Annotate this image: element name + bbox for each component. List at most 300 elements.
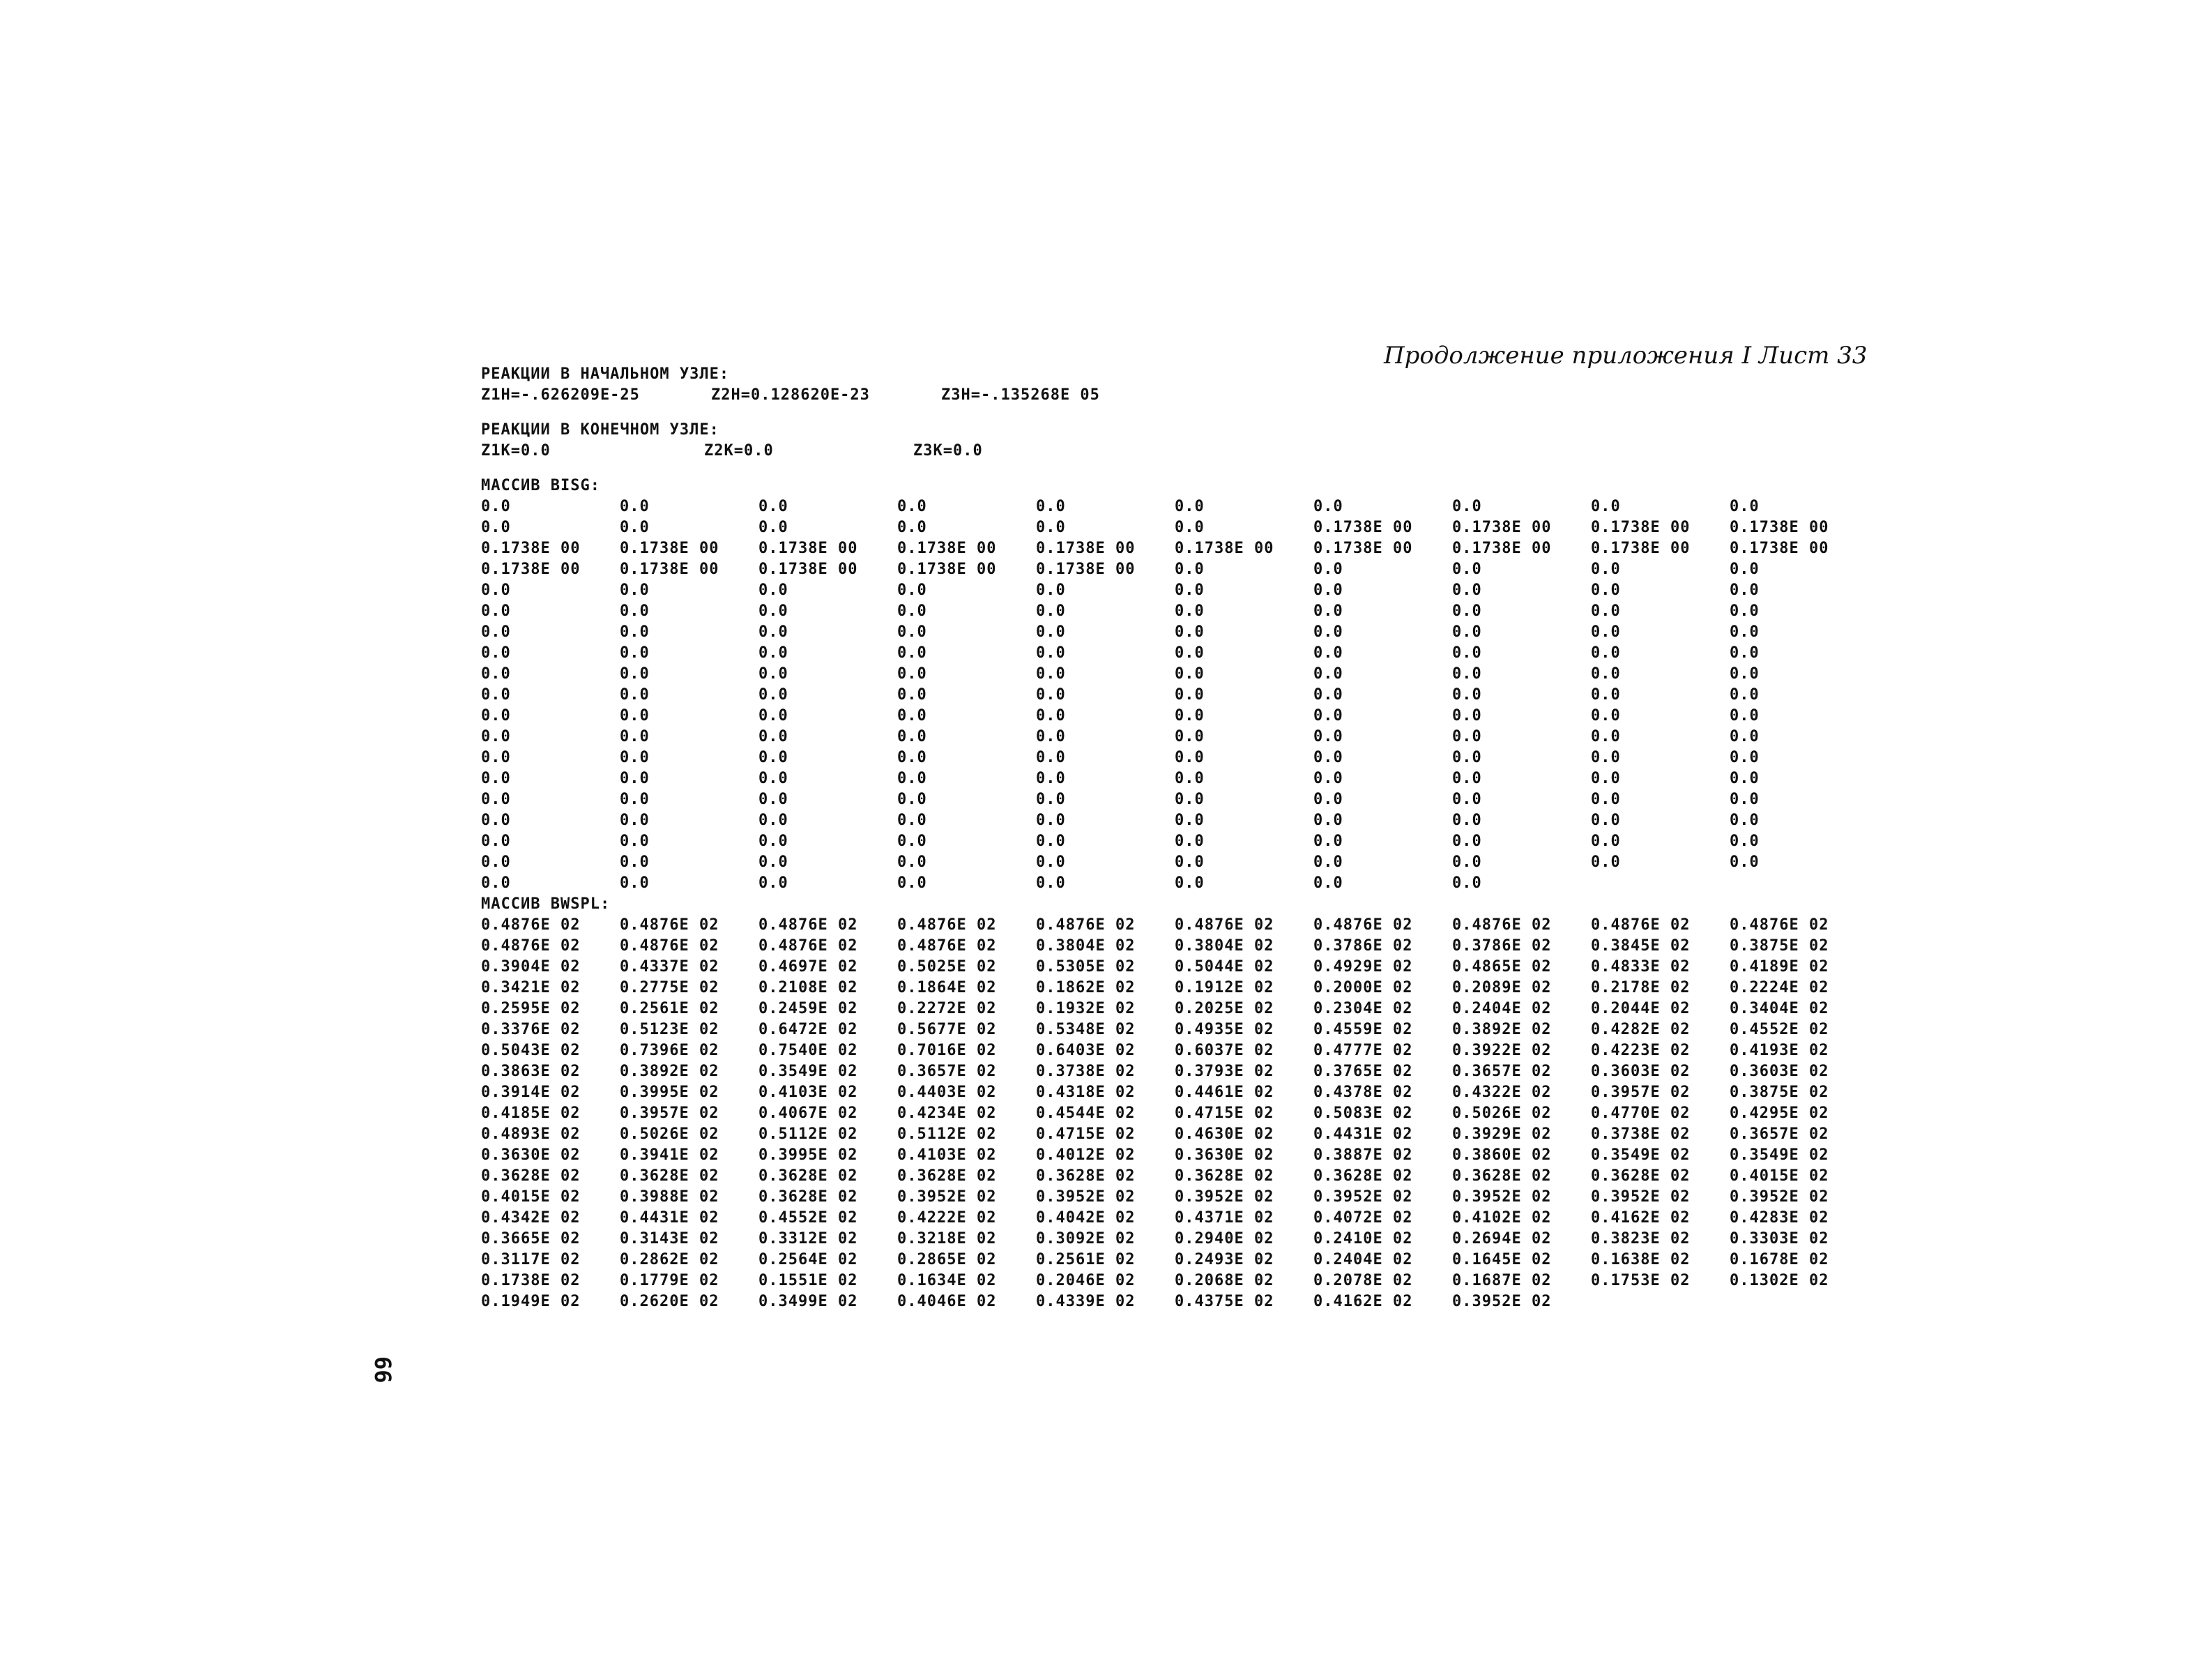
bisg-cell: 0.1738E 00 bbox=[620, 561, 719, 578]
bisg-cell: 0.0 bbox=[1730, 561, 1760, 578]
bisg-cell: 0.0 bbox=[481, 812, 511, 829]
bwspl-cell: 0.1753E 02 bbox=[1591, 1272, 1691, 1289]
reactions-start-values bbox=[481, 385, 1868, 406]
bisg-cell: 0.0 bbox=[1452, 602, 1482, 620]
bwspl-cell: 0.4876E 02 bbox=[620, 937, 719, 955]
bwspl-cell: 0.3887E 02 bbox=[1313, 1146, 1413, 1164]
bwspl-row bbox=[481, 978, 1868, 999]
reaction-z1k: Z1К=0.0 bbox=[481, 442, 551, 460]
bisg-cell: 0.0 bbox=[620, 623, 650, 641]
bisg-cell: 0.0 bbox=[758, 644, 788, 662]
bisg-cell: 0.0 bbox=[1313, 728, 1343, 745]
bisg-cell: 0.0 bbox=[1313, 791, 1343, 808]
bisg-cell: 0.0 bbox=[1730, 812, 1760, 829]
bwspl-cell: 0.3988E 02 bbox=[620, 1188, 719, 1206]
bisg-cell: 0.0 bbox=[1036, 749, 1066, 766]
bisg-cell: 0.0 bbox=[1591, 665, 1621, 683]
bwspl-cell: 0.2178E 02 bbox=[1591, 979, 1691, 996]
bwspl-cell: 0.4012E 02 bbox=[1036, 1146, 1136, 1164]
bwspl-cell: 0.4015E 02 bbox=[481, 1188, 581, 1206]
bisg-row bbox=[481, 517, 1868, 538]
bisg-cell: 0.0 bbox=[1313, 770, 1343, 787]
bwspl-cell: 0.3823E 02 bbox=[1591, 1230, 1691, 1248]
bisg-cell: 0.0 bbox=[897, 854, 927, 871]
bwspl-row bbox=[481, 1124, 1868, 1145]
bwspl-cell: 0.2410E 02 bbox=[1313, 1230, 1413, 1248]
bisg-cell: 0.0 bbox=[620, 749, 650, 766]
bwspl-cell: 0.2272E 02 bbox=[897, 1000, 997, 1017]
bisg-cell: 0.0 bbox=[1591, 770, 1621, 787]
bisg-cell: 0.0 bbox=[1175, 874, 1205, 892]
bisg-cell: 0.0 bbox=[1036, 644, 1066, 662]
bwspl-cell: 0.4067E 02 bbox=[758, 1105, 858, 1122]
bisg-cell: 0.0 bbox=[1452, 833, 1482, 850]
bwspl-cell: 0.2459E 02 bbox=[758, 1000, 858, 1017]
bwspl-cell: 0.3786E 02 bbox=[1452, 937, 1552, 955]
bwspl-cell: 0.3421E 02 bbox=[481, 979, 581, 996]
bwspl-cell: 0.2564E 02 bbox=[758, 1251, 858, 1268]
bisg-cell: 0.0 bbox=[1591, 833, 1621, 850]
bisg-cell: 0.0 bbox=[1730, 791, 1760, 808]
bwspl-cell: 0.2044E 02 bbox=[1591, 1000, 1691, 1017]
bisg-cell: 0.1738E 00 bbox=[758, 561, 858, 578]
bwspl-cell: 0.3892E 02 bbox=[1452, 1021, 1552, 1038]
bwspl-row bbox=[481, 1229, 1868, 1250]
bisg-cell: 0.0 bbox=[481, 854, 511, 871]
bwspl-cell: 0.3404E 02 bbox=[1730, 1000, 1829, 1017]
bwspl-cell: 0.3549E 02 bbox=[758, 1063, 858, 1080]
bwspl-cell: 0.4876E 02 bbox=[897, 916, 997, 934]
bwspl-cell: 0.4103E 02 bbox=[758, 1084, 858, 1101]
bisg-cell: 0.0 bbox=[1175, 561, 1205, 578]
bisg-row bbox=[481, 685, 1868, 706]
bwspl-cell: 0.4697E 02 bbox=[758, 958, 858, 976]
bisg-cell: 0.0 bbox=[1591, 561, 1621, 578]
bisg-cell: 0.0 bbox=[1730, 833, 1760, 850]
bwspl-row bbox=[481, 1145, 1868, 1166]
bwspl-cell: 0.3628E 02 bbox=[897, 1167, 997, 1185]
bisg-cell: 0.0 bbox=[1452, 644, 1482, 662]
bisg-cell: 0.0 bbox=[481, 707, 511, 725]
bisg-cell: 0.1738E 00 bbox=[481, 540, 581, 557]
bwspl-row bbox=[481, 1040, 1868, 1061]
reaction-z2n: Z2Н=0.128620E-23 bbox=[711, 386, 870, 404]
bwspl-cell: 0.2694E 02 bbox=[1452, 1230, 1552, 1248]
bisg-cell: 0.0 bbox=[620, 498, 650, 515]
bisg-cell: 0.0 bbox=[1591, 623, 1621, 641]
bwspl-cell: 0.3957E 02 bbox=[620, 1105, 719, 1122]
bwspl-cell: 0.3628E 02 bbox=[758, 1188, 858, 1206]
bisg-cell: 0.0 bbox=[1591, 644, 1621, 662]
bwspl-cell: 0.2078E 02 bbox=[1313, 1272, 1413, 1289]
bisg-cell: 0.0 bbox=[758, 582, 788, 599]
bwspl-cell: 0.2493E 02 bbox=[1175, 1251, 1274, 1268]
reactions-end-values bbox=[481, 441, 1868, 462]
bwspl-cell: 0.4162E 02 bbox=[1313, 1293, 1413, 1310]
bwspl-cell: 0.1932E 02 bbox=[1036, 1000, 1136, 1017]
bisg-row bbox=[481, 622, 1868, 643]
bisg-cell: 0.0 bbox=[481, 498, 511, 515]
continuation-header: Продолжение приложения I Лист 33 bbox=[1384, 342, 1868, 370]
bwspl-cell: 0.3786E 02 bbox=[1313, 937, 1413, 955]
bwspl-cell: 0.3860E 02 bbox=[1452, 1146, 1552, 1164]
bwspl-cell: 0.4322E 02 bbox=[1452, 1084, 1552, 1101]
bwspl-row bbox=[481, 1291, 1868, 1312]
bwspl-cell: 0.2862E 02 bbox=[620, 1251, 719, 1268]
bwspl-cell: 0.4295E 02 bbox=[1730, 1105, 1829, 1122]
bwspl-cell: 0.7540E 02 bbox=[758, 1042, 858, 1059]
bisg-cell: 0.1738E 00 bbox=[897, 540, 997, 557]
bwspl-cell: 0.2089E 02 bbox=[1452, 979, 1552, 996]
bisg-cell: 0.1738E 00 bbox=[1313, 540, 1413, 557]
bisg-row bbox=[481, 768, 1868, 789]
bisg-cell: 0.0 bbox=[1591, 707, 1621, 725]
bwspl-cell: 0.4234E 02 bbox=[897, 1105, 997, 1122]
bwspl-row bbox=[481, 915, 1868, 936]
bisg-cell: 0.0 bbox=[1036, 833, 1066, 850]
bwspl-cell: 0.3628E 02 bbox=[1591, 1167, 1691, 1185]
bisg-cell: 0.0 bbox=[897, 519, 927, 536]
bisg-cell: 0.0 bbox=[1313, 749, 1343, 766]
bisg-cell: 0.0 bbox=[897, 644, 927, 662]
bwspl-cell: 0.2304E 02 bbox=[1313, 1000, 1413, 1017]
bwspl-cell: 0.5112E 02 bbox=[897, 1125, 997, 1143]
bwspl-cell: 0.1638E 02 bbox=[1591, 1251, 1691, 1268]
bwspl-cell: 0.4431E 02 bbox=[1313, 1125, 1413, 1143]
bwspl-cell: 0.3218E 02 bbox=[897, 1230, 997, 1248]
bwspl-cell bbox=[1730, 1291, 1868, 1312]
bisg-cell: 0.0 bbox=[1313, 854, 1343, 871]
bisg-cell: 0.0 bbox=[1313, 498, 1343, 515]
bisg-cell bbox=[1730, 873, 1868, 894]
bisg-row bbox=[481, 496, 1868, 517]
bwspl-cell: 0.5305E 02 bbox=[1036, 958, 1136, 976]
bisg-cell: 0.0 bbox=[1730, 686, 1760, 704]
bwspl-cell: 0.3628E 02 bbox=[1452, 1167, 1552, 1185]
bisg-cell: 0.0 bbox=[1730, 854, 1760, 871]
bwspl-cell: 0.4193E 02 bbox=[1730, 1042, 1829, 1059]
bisg-cell: 0.0 bbox=[1313, 874, 1343, 892]
bisg-cell: 0.0 bbox=[481, 582, 511, 599]
bisg-cell: 0.0 bbox=[1175, 812, 1205, 829]
bwspl-cell: 0.3628E 02 bbox=[620, 1167, 719, 1185]
bisg-cell: 0.0 bbox=[1452, 665, 1482, 683]
bwspl-cell: 0.4185E 02 bbox=[481, 1105, 581, 1122]
bisg-cell: 0.0 bbox=[1175, 686, 1205, 704]
bwspl-cell: 0.5025E 02 bbox=[897, 958, 997, 976]
bisg-cell: 0.0 bbox=[1175, 498, 1205, 515]
bisg-cell: 0.0 bbox=[1175, 519, 1205, 536]
bisg-cell: 0.0 bbox=[481, 623, 511, 641]
bwspl-cell: 0.3804E 02 bbox=[1175, 937, 1274, 955]
bisg-cell: 0.0 bbox=[758, 812, 788, 829]
bisg-cell: 0.0 bbox=[620, 791, 650, 808]
bwspl-row bbox=[481, 1208, 1868, 1229]
bwspl-cell: 0.3603E 02 bbox=[1591, 1063, 1691, 1080]
bwspl-cell: 0.3804E 02 bbox=[1036, 937, 1136, 955]
bwspl-cell: 0.2404E 02 bbox=[1313, 1251, 1413, 1268]
bisg-cell: 0.0 bbox=[620, 644, 650, 662]
bisg-cell: 0.0 bbox=[897, 498, 927, 515]
bisg-cell: 0.0 bbox=[758, 749, 788, 766]
bisg-cell: 0.0 bbox=[1730, 582, 1760, 599]
bwspl-cell: 0.4189E 02 bbox=[1730, 958, 1829, 976]
bwspl-cell: 0.5026E 02 bbox=[620, 1125, 719, 1143]
bwspl-cell: 0.4715E 02 bbox=[1036, 1125, 1136, 1143]
bwspl-cell: 0.3952E 02 bbox=[1036, 1188, 1136, 1206]
bisg-cell: 0.0 bbox=[1036, 812, 1066, 829]
bisg-cell: 0.0 bbox=[758, 623, 788, 641]
bisg-cell: 0.0 bbox=[1591, 749, 1621, 766]
bwspl-cell: 0.3376E 02 bbox=[481, 1021, 581, 1038]
reactions-start-title: РЕАКЦИИ В НАЧАЛЬНОМ УЗЛЕ: bbox=[481, 365, 730, 383]
bwspl-cell: 0.3738E 02 bbox=[1036, 1063, 1136, 1080]
bwspl-cell: 0.4552E 02 bbox=[1730, 1021, 1829, 1038]
bwspl-cell: 0.1634E 02 bbox=[897, 1272, 997, 1289]
bwspl-cell: 0.4876E 02 bbox=[1036, 916, 1136, 934]
bisg-cell: 0.0 bbox=[1313, 812, 1343, 829]
bisg-cell: 0.0 bbox=[481, 665, 511, 683]
bwspl-cell: 0.3657E 02 bbox=[1452, 1063, 1552, 1080]
bisg-cell: 0.0 bbox=[1313, 561, 1343, 578]
bisg-cell: 0.0 bbox=[1452, 686, 1482, 704]
bwspl-row bbox=[481, 1250, 1868, 1271]
bisg-cell: 0.0 bbox=[1591, 582, 1621, 599]
bwspl-cell: 0.5083E 02 bbox=[1313, 1105, 1413, 1122]
bisg-cell: 0.0 bbox=[1452, 623, 1482, 641]
bwspl-cell: 0.3092E 02 bbox=[1036, 1230, 1136, 1248]
bisg-cell: 0.0 bbox=[758, 498, 788, 515]
bisg-cell: 0.0 bbox=[1452, 770, 1482, 787]
bisg-cell: 0.0 bbox=[1313, 665, 1343, 683]
bisg-cell: 0.0 bbox=[1452, 791, 1482, 808]
bwspl-cell: 0.2068E 02 bbox=[1175, 1272, 1274, 1289]
bwspl-cell: 0.4929E 02 bbox=[1313, 958, 1413, 976]
bwspl-cell: 0.2224E 02 bbox=[1730, 979, 1829, 996]
bwspl-cell: 0.4865E 02 bbox=[1452, 958, 1552, 976]
bisg-row bbox=[481, 538, 1868, 559]
bisg-cell: 0.1738E 00 bbox=[897, 561, 997, 578]
bisg-cell: 0.0 bbox=[1591, 728, 1621, 745]
bisg-cell: 0.0 bbox=[1313, 623, 1343, 641]
bwspl-cell: 0.4431E 02 bbox=[620, 1209, 719, 1227]
bwspl-cell: 0.2561E 02 bbox=[1036, 1251, 1136, 1268]
bisg-cell: 0.0 bbox=[481, 728, 511, 745]
bwspl-cell: 0.4042E 02 bbox=[1036, 1209, 1136, 1227]
bwspl-cell: 0.4342E 02 bbox=[481, 1209, 581, 1227]
bisg-row bbox=[481, 831, 1868, 852]
bisg-cell: 0.0 bbox=[620, 854, 650, 871]
bisg-cell: 0.0 bbox=[481, 686, 511, 704]
bwspl-cell: 0.3952E 02 bbox=[1452, 1293, 1552, 1310]
bisg-cell: 0.0 bbox=[1313, 707, 1343, 725]
bisg-cell: 0.1738E 00 bbox=[1175, 540, 1274, 557]
bisg-cell: 0.0 bbox=[1730, 644, 1760, 662]
bisg-cell: 0.0 bbox=[1175, 833, 1205, 850]
computer-printout bbox=[481, 364, 1868, 1312]
bisg-title: МАССИВ BISG: bbox=[481, 477, 600, 494]
bwspl-cell: 0.3914E 02 bbox=[481, 1084, 581, 1101]
bwspl-cell: 0.4162E 02 bbox=[1591, 1209, 1691, 1227]
reaction-z1n: Z1Н=-.626209E-25 bbox=[481, 386, 640, 404]
bisg-row bbox=[481, 601, 1868, 622]
bisg-cell: 0.0 bbox=[1036, 728, 1066, 745]
bisg-row bbox=[481, 643, 1868, 664]
bwspl-cell: 0.1678E 02 bbox=[1730, 1251, 1829, 1268]
bwspl-cell: 0.4223E 02 bbox=[1591, 1042, 1691, 1059]
bwspl-cell: 0.3952E 02 bbox=[897, 1188, 997, 1206]
bwspl-row bbox=[481, 936, 1868, 957]
bwspl-cell: 0.3904E 02 bbox=[481, 958, 581, 976]
bwspl-cell: 0.4876E 02 bbox=[1313, 916, 1413, 934]
bwspl-cell: 0.3549E 02 bbox=[1591, 1146, 1691, 1164]
bwspl-cell: 0.4876E 02 bbox=[897, 937, 997, 955]
bisg-cell: 0.0 bbox=[758, 602, 788, 620]
reaction-z3k: Z3К=0.0 bbox=[913, 442, 983, 460]
bisg-row bbox=[481, 748, 1868, 768]
bwspl-cell: 0.1302E 02 bbox=[1730, 1272, 1829, 1289]
bisg-cell: 0.0 bbox=[481, 602, 511, 620]
bwspl-cell: 0.3549E 02 bbox=[1730, 1146, 1829, 1164]
bwspl-cell: 0.5026E 02 bbox=[1452, 1105, 1552, 1122]
bisg-cell: 0.0 bbox=[1730, 707, 1760, 725]
bisg-cell: 0.0 bbox=[1313, 582, 1343, 599]
bwspl-cell: 0.5112E 02 bbox=[758, 1125, 858, 1143]
bisg-row bbox=[481, 789, 1868, 810]
bwspl-row bbox=[481, 1103, 1868, 1124]
bwspl-cell: 0.6037E 02 bbox=[1175, 1042, 1274, 1059]
bwspl-cell: 0.4339E 02 bbox=[1036, 1293, 1136, 1310]
bisg-cell: 0.0 bbox=[1591, 602, 1621, 620]
bwspl-cell: 0.2561E 02 bbox=[620, 1000, 719, 1017]
bwspl-cell: 0.3499E 02 bbox=[758, 1293, 858, 1310]
bwspl-cell: 0.4833E 02 bbox=[1591, 958, 1691, 976]
bwspl-cell: 0.3630E 02 bbox=[481, 1146, 581, 1164]
bisg-cell: 0.0 bbox=[1036, 686, 1066, 704]
bisg-cell: 0.0 bbox=[620, 582, 650, 599]
bisg-cell: 0.0 bbox=[620, 686, 650, 704]
bwspl-cell: 0.3312E 02 bbox=[758, 1230, 858, 1248]
bwspl-cell: 0.4876E 02 bbox=[1730, 916, 1829, 934]
bisg-cell: 0.0 bbox=[1175, 728, 1205, 745]
bisg-cell: 0.0 bbox=[620, 728, 650, 745]
bisg-cell: 0.0 bbox=[481, 874, 511, 892]
bisg-cell: 0.0 bbox=[758, 686, 788, 704]
bwspl-cell: 0.3117E 02 bbox=[481, 1251, 581, 1268]
bisg-row bbox=[481, 810, 1868, 831]
bisg-cell: 0.0 bbox=[897, 602, 927, 620]
bwspl-cell: 0.3845E 02 bbox=[1591, 937, 1691, 955]
bwspl-cell: 0.6403E 02 bbox=[1036, 1042, 1136, 1059]
bwspl-cell: 0.5044E 02 bbox=[1175, 958, 1274, 976]
bisg-cell: 0.0 bbox=[1591, 686, 1621, 704]
bisg-cell: 0.1738E 00 bbox=[1730, 540, 1829, 557]
bisg-cell: 0.0 bbox=[897, 833, 927, 850]
bisg-cell: 0.0 bbox=[1036, 874, 1066, 892]
bwspl-cell: 0.4046E 02 bbox=[897, 1293, 997, 1310]
bwspl-cell: 0.6472E 02 bbox=[758, 1021, 858, 1038]
bisg-cell: 0.0 bbox=[620, 770, 650, 787]
bwspl-cell: 0.4283E 02 bbox=[1730, 1209, 1829, 1227]
bisg-cell: 0.0 bbox=[758, 770, 788, 787]
bwspl-cell: 0.3628E 02 bbox=[1313, 1167, 1413, 1185]
bisg-cell: 0.0 bbox=[1452, 874, 1482, 892]
bwspl-cell: 0.3952E 02 bbox=[1730, 1188, 1829, 1206]
bwspl-cell: 0.3628E 02 bbox=[758, 1167, 858, 1185]
bisg-row bbox=[481, 727, 1868, 748]
bwspl-cell: 0.4876E 02 bbox=[481, 937, 581, 955]
bisg-cell: 0.0 bbox=[620, 833, 650, 850]
bisg-cell: 0.0 bbox=[1313, 602, 1343, 620]
reaction-z2k: Z2К=0.0 bbox=[704, 442, 774, 460]
bisg-cell: 0.1738E 00 bbox=[1452, 540, 1552, 557]
bwspl-cell: 0.1864E 02 bbox=[897, 979, 997, 996]
bwspl-cell: 0.4072E 02 bbox=[1313, 1209, 1413, 1227]
bwspl-cell: 0.4371E 02 bbox=[1175, 1209, 1274, 1227]
bwspl-cell: 0.7016E 02 bbox=[897, 1042, 997, 1059]
bisg-cell: 0.0 bbox=[897, 623, 927, 641]
bwspl-cell: 0.4876E 02 bbox=[620, 916, 719, 934]
bisg-cell: 0.1738E 00 bbox=[758, 540, 858, 557]
bisg-row bbox=[481, 559, 1868, 580]
bwspl-row bbox=[481, 1082, 1868, 1103]
bisg-cell: 0.1738E 00 bbox=[620, 540, 719, 557]
bwspl-cell: 0.4876E 02 bbox=[1175, 916, 1274, 934]
bwspl-cell: 0.2108E 02 bbox=[758, 979, 858, 996]
bwspl-cell: 0.3738E 02 bbox=[1591, 1125, 1691, 1143]
bisg-cell: 0.0 bbox=[1175, 623, 1205, 641]
bwspl-cell: 0.3863E 02 bbox=[481, 1063, 581, 1080]
bisg-cell: 0.0 bbox=[1036, 498, 1066, 515]
bisg-cell: 0.0 bbox=[1730, 728, 1760, 745]
bisg-cell: 0.1738E 00 bbox=[481, 561, 581, 578]
bwspl-cell: 0.1862E 02 bbox=[1036, 979, 1136, 996]
bisg-cell: 0.1738E 00 bbox=[1313, 519, 1413, 536]
bwspl-cell: 0.3657E 02 bbox=[1730, 1125, 1829, 1143]
bwspl-cell bbox=[1591, 1291, 1730, 1312]
bwspl-cell: 0.1738E 02 bbox=[481, 1272, 581, 1289]
bwspl-cell: 0.4102E 02 bbox=[1452, 1209, 1552, 1227]
bwspl-cell: 0.3628E 02 bbox=[481, 1167, 581, 1185]
bwspl-cell: 0.4777E 02 bbox=[1313, 1042, 1413, 1059]
bisg-cell: 0.0 bbox=[758, 519, 788, 536]
bisg-cell: 0.0 bbox=[1730, 602, 1760, 620]
bisg-cell: 0.0 bbox=[897, 665, 927, 683]
bisg-cell: 0.0 bbox=[481, 749, 511, 766]
bisg-cell: 0.0 bbox=[1175, 644, 1205, 662]
bwspl-cell: 0.2620E 02 bbox=[620, 1293, 719, 1310]
bwspl-cell: 0.3952E 02 bbox=[1591, 1188, 1691, 1206]
bwspl-cell: 0.4403E 02 bbox=[897, 1084, 997, 1101]
bwspl-cell: 0.4893E 02 bbox=[481, 1125, 581, 1143]
bisg-cell: 0.0 bbox=[620, 519, 650, 536]
bisg-cell: 0.0 bbox=[620, 665, 650, 683]
bwspl-cell: 0.3929E 02 bbox=[1452, 1125, 1552, 1143]
bwspl-cell: 0.1912E 02 bbox=[1175, 979, 1274, 996]
bisg-array bbox=[481, 496, 1868, 894]
bwspl-cell: 0.4630E 02 bbox=[1175, 1125, 1274, 1143]
bwspl-cell: 0.3957E 02 bbox=[1591, 1084, 1691, 1101]
bwspl-cell: 0.4935E 02 bbox=[1175, 1021, 1274, 1038]
bisg-cell: 0.0 bbox=[620, 602, 650, 620]
bwspl-cell: 0.3765E 02 bbox=[1313, 1063, 1413, 1080]
bisg-cell: 0.0 bbox=[1452, 728, 1482, 745]
bisg-cell: 0.0 bbox=[758, 874, 788, 892]
bisg-cell: 0.0 bbox=[1591, 854, 1621, 871]
bisg-cell: 0.0 bbox=[1452, 582, 1482, 599]
bisg-cell: 0.0 bbox=[897, 582, 927, 599]
bwspl-cell: 0.4544E 02 bbox=[1036, 1105, 1136, 1122]
